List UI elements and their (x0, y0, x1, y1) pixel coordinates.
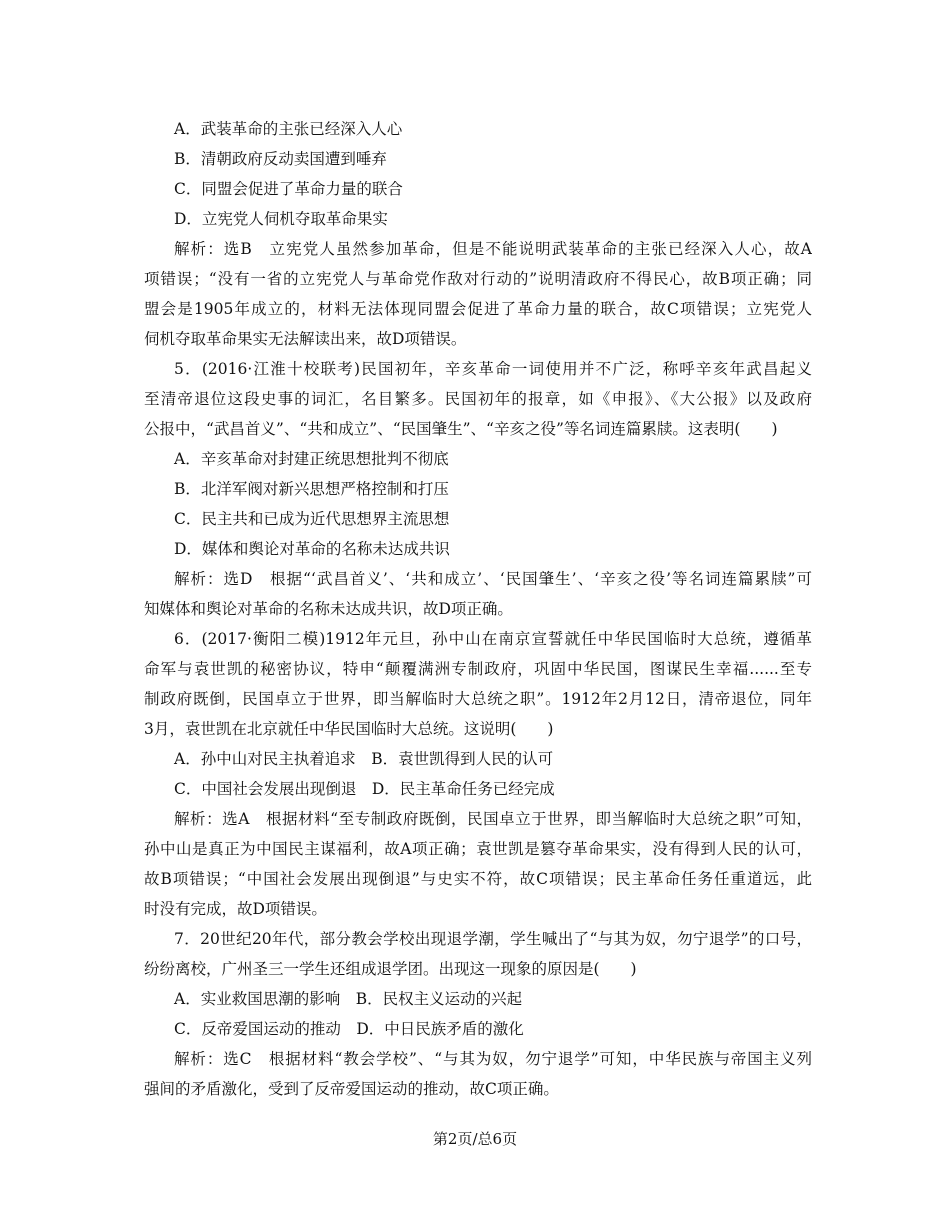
question-4-options (144, 114, 812, 234)
analysis-line: 时没有完成，故D项错误。 (144, 900, 327, 918)
stem-line: 纷纷离校，广州圣三一学生还组成退学团。出现这一现象的原因是( ) (144, 960, 637, 978)
stem-line: 7．20世纪20年代，部分教会学校出现退学潮，学生喊出了“与其为奴，勿宁退学”的口号， (174, 930, 812, 948)
analysis-line: 解析：选C 根据材料“教会学校”、“与其为奴，勿宁退学”可知，中华民族与帝国主义列 (174, 1050, 812, 1068)
option-a: A．武装革命的主张已经深入人心 (174, 120, 403, 138)
question-7-options (144, 984, 812, 1044)
analysis-line: 项错误；“没有一省的立宪党人与革命党作敌对行动的”说明清政府不得民心，故B项正确；同 (144, 270, 812, 288)
question-6-stem (144, 624, 812, 744)
analysis-line: 解析：选A 根据材料“至专制政府既倒，民国卓立于世界，即当解临时大总统之职”可知， (174, 810, 812, 828)
stem-line: 6．(2017·衡阳二模)1912年元旦，孙中山在南京宣誓就任中华民国临时大总统，遵循革 (174, 630, 812, 648)
option-c: C．同盟会促进了革命力量的联合 (174, 180, 403, 198)
stem-line: 至清帝退位这段史事的词汇，名目繁多。民国初年的报章，如《申报》、《大公报》以及政府 (144, 390, 812, 408)
question-4-analysis (144, 234, 812, 354)
option-row: C．反帝爱国运动的推动 D．中日民族矛盾的激化 (174, 1020, 524, 1038)
stem-line: 命军与袁世凯的秘密协议，特申“颠覆满洲专制政府，巩固中华民国，图谋民生幸福......至专 (144, 660, 812, 678)
page-number: 第2页/总6页 (432, 1130, 518, 1148)
question-7-stem (144, 924, 812, 984)
analysis-line: 孙中山是真正为中国民主谋福利，故A项正确；袁世凯是篡夺革命果实，没有得到人民的认可， (144, 840, 812, 858)
option-d: D．立宪党人伺机夺取革命果实 (174, 210, 388, 228)
analysis-line: 解析：选B 立宪党人虽然参加革命，但是不能说明武装革命的主张已经深入人心，故A (174, 240, 812, 258)
analysis-line: 强间的矛盾激化，受到了反帝爱国运动的推动，故C项正确。 (144, 1080, 559, 1098)
option-row: C．中国社会发展出现倒退 D．民主革命任务已经完成 (174, 780, 555, 798)
option-row: A．实业救国思潮的影响 B．民权主义运动的兴起 (174, 990, 523, 1008)
question-5-analysis (144, 564, 812, 624)
analysis-line: 盟会是1905年成立的，材料无法体现同盟会促进了革命力量的联合，故C项错误；立宪党人 (144, 300, 812, 318)
option-d: D．媒体和舆论对革命的名称未达成共识 (174, 540, 450, 558)
analysis-line: 知媒体和舆论对革命的名称未达成共识，故D项正确。 (144, 600, 513, 618)
option-b: B．清朝政府反动卖国遭到唾弃 (174, 150, 387, 168)
stem-line: 公报中，“武昌首义”、“共和成立”、“民国肇生”、“辛亥之役”等名词连篇累牍。这表明( ) (144, 420, 778, 438)
question-5-options (144, 444, 812, 564)
analysis-line: 伺机夺取革命果实无法解读出来，故D项错误。 (144, 330, 467, 348)
question-6-analysis (144, 804, 812, 924)
option-a: A．辛亥革命对封建正统思想批判不彻底 (174, 450, 449, 468)
question-7-analysis (144, 1044, 812, 1104)
stem-line: 3月，袁世凯在北京就任中华民国临时大总统。这说明( ) (144, 720, 554, 738)
question-5-stem (144, 354, 812, 444)
option-row: A．孙中山对民主执着追求 B．袁世凯得到人民的认可 (174, 750, 554, 768)
analysis-line: 故B项错误；“中国社会发展出现倒退”与史实不符，故C项错误；民主革命任务任重道远，此 (144, 870, 812, 888)
question-6-options (144, 744, 812, 804)
stem-line: 5．(2016·江淮十校联考)民国初年，辛亥革命一词使用并不广泛，称呼辛亥年武昌起义 (174, 360, 812, 378)
document-body (144, 114, 812, 1104)
option-c: C．民主共和已成为近代思想界主流思想 (174, 510, 450, 528)
analysis-line: 解析：选D 根据“‘武昌首义’、‘共和成立’、‘民国肇生’、‘辛亥之役’等名词连篇累牍”可 (174, 570, 812, 588)
stem-line: 制政府既倒，民国卓立于世界，即当解临时大总统之职”。1912年2月12日，清帝退位，同年 (144, 690, 812, 708)
option-b: B．北洋军阀对新兴思想严格控制和打压 (174, 480, 449, 498)
